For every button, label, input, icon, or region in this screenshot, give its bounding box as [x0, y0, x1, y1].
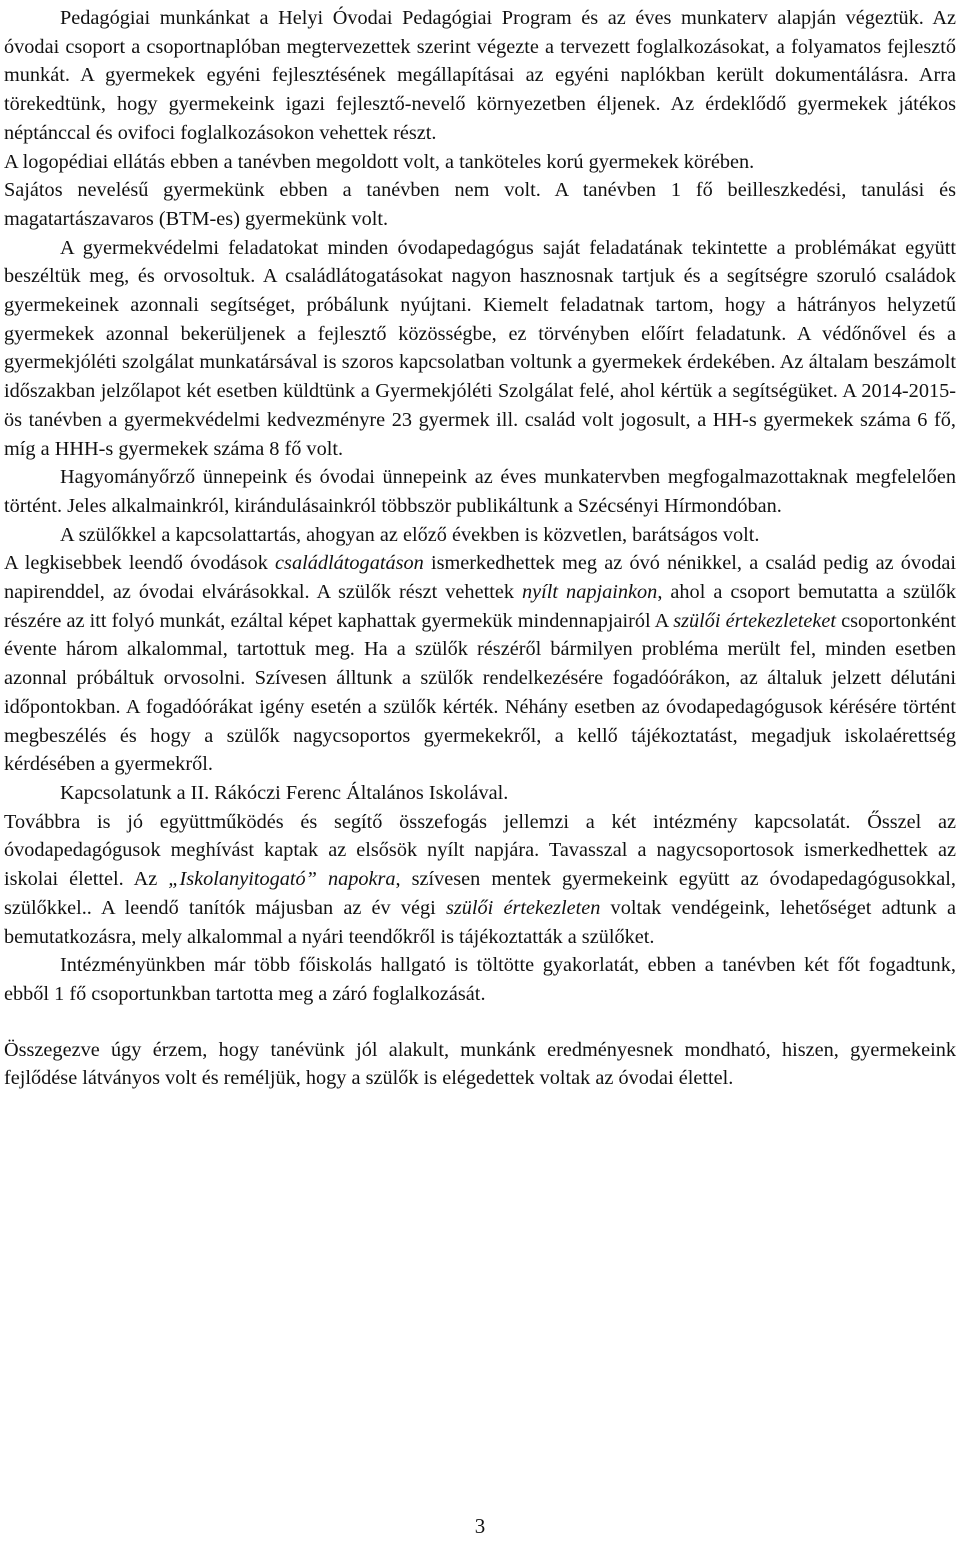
paragraph-parents-details: A legkisebbek leendő óvodások családlátogatáson ismerkedhettek meg az óvó nénikkel, a család pedig az óvodai napirenddel, az óvodai elvárásokkal. A szülők részt vehettek nyílt napjainkon, ahol a csoport bemutatta a szülők részére az itt folyó munkát, ezáltal képet kaphattak gyermekük mindennapjairól A szülői értekezleteket csoportonként évente három alkalommal, tartottuk meg. Ha a szülők részéről bármilyen probléma merült fel, minden esetben azonnal próbáltuk orvosolni. Szívesen álltunk a szülők rendelkezésére fogadóórákon, az általuk jelzett délutáni időpontokban. A fogadóórákat igény esetén a szülők kérték. Néhány esetben az óvodapedagógusok kérésére történt megbeszélés és hogy a szülők nagycsoportos gyermekekről, a kellő tájékoztatást, megadjuk iskolaérettség kérdésében a gyermekről.: [4, 552, 957, 776]
paragraph-child-protection: A gyermekvédelmi feladatokat minden óvodapedagógus saját feladatának tekintette a problémákat együtt beszéltük meg, és orvosoltuk. A családlátogatásokat nagyon hasznosnak tartjuk és a segítségre szoruló családok gyermekeinek azonnali segítséget, próbálunk nyújtani. Kiemelt feladatnak tartom, hogy a hátrányos helyzetű gyermekek azonnal bekerüljenek a fejlesztő közösségbe, ez törvényben előírt feladatunk. A védőnővel és a gyermekjóléti szolgálat munkatársával is szoros kapcsolatban voltunk a gyermekek érdekében. Az általam beszámolt időszakban jelzőlapot két esetben küldtünk a Gyermekjóléti Szolgálat felé, ahol kértük a segítségüket. A 2014-2015-ös tanévben a gyermekvédelmi kedvezményre 23 gyermek ill. család volt jogosult, a HH-s gyermekek száma 6 fő, míg a HHH-s gyermekek száma 8 fő volt.: [4, 236, 956, 460]
paragraph-pedagogical-work: Pedagógiai munkánkat a Helyi Óvodai Pedagógiai Program és az éves munkaterv alapján végeztük. Az óvodai csoport a csoportnaplóban megtervezettek szerint végezte a tervezett foglalkozásokat, a folyamatos fejlesztő munkát. A gyermekek egyéni fejlesztésének megállapításai az egyéni naplókban került dokumentálásra. Arra törekedtünk, hogy gyermekeink igazi fejlesztő-nevelő környezetben éljenek. Az érdeklődő gyermekek játékos néptánccal és ovifoci foglalkozásokon vehettek részt.: [4, 7, 956, 144]
paragraph-speech-therapy: A logopédiai ellátás ebben a tanévben megoldott volt, a tanköteles korú gyermekek körében.: [4, 150, 755, 173]
paragraph-students: Intézményünkben már több főiskolás hallgató is töltötte gyakorlatát, ebben a tanévben két főt fogadtunk, ebből 1 fő csoportunkban tartotta meg a záró foglalkozását.: [4, 954, 956, 1005]
paragraph-school-heading: Kapcsolatunk a II. Rákóczi Ferenc Általános Iskolával.: [60, 781, 509, 804]
paragraph-school-cooperation: Továbbra is jó együttműködés és segítő összefogás jellemzi a két intézmény kapcsolatát. Ősszel az óvodapedagógusok meghívást kaptak az elsősök nyílt napjára. Tavasszal a nagycsoportosok ismerkedhettek az iskolai élettel. Az „Iskolanyitogató” napokra, szívesen mentek gyermekeink együtt az óvodapedagógusokkal, szülőkkel.. A leendő tanítók májusban az év végi szülői értekezleten voltak vendégeink, lehetőséget adtunk a bemutatkozásra, mely alkalommal a nyári teendőkről is tájékoztatták a szülőket.: [4, 810, 956, 948]
page-number: 3: [474, 1514, 486, 1538]
paragraph-traditions: Hagyományőrző ünnepeink és óvodai ünnepeink az éves munkatervben megfogalmazottaknak megfelelően történt. Jeles alkalmainkról, kirándulásainkról többször publikáltunk a Szécsényi Hírmondóban.: [4, 466, 956, 517]
paragraph-parents-relationship: A szülőkkel a kapcsolattartás, ahogyan az előző években is közvetlen, barátságos volt.: [60, 523, 760, 546]
paragraph-summary: Összegezve úgy érzem, hogy tanévünk jól alakult, munkánk eredményesnek mondható, hiszen, gyermekeink fejlődése látványos volt és reméljük, hogy a szülők is elégedettek voltak az óvodai élettel.: [4, 1038, 956, 1090]
paragraph-special-needs: Sajátos nevelésű gyermekünk ebben a tanévben nem volt. A tanévben 1 fő beilleszkedési, tanulási és magatartászavaros (BTM-es) gyermekünk volt.: [4, 179, 956, 230]
document-body: [4, 4, 956, 1093]
